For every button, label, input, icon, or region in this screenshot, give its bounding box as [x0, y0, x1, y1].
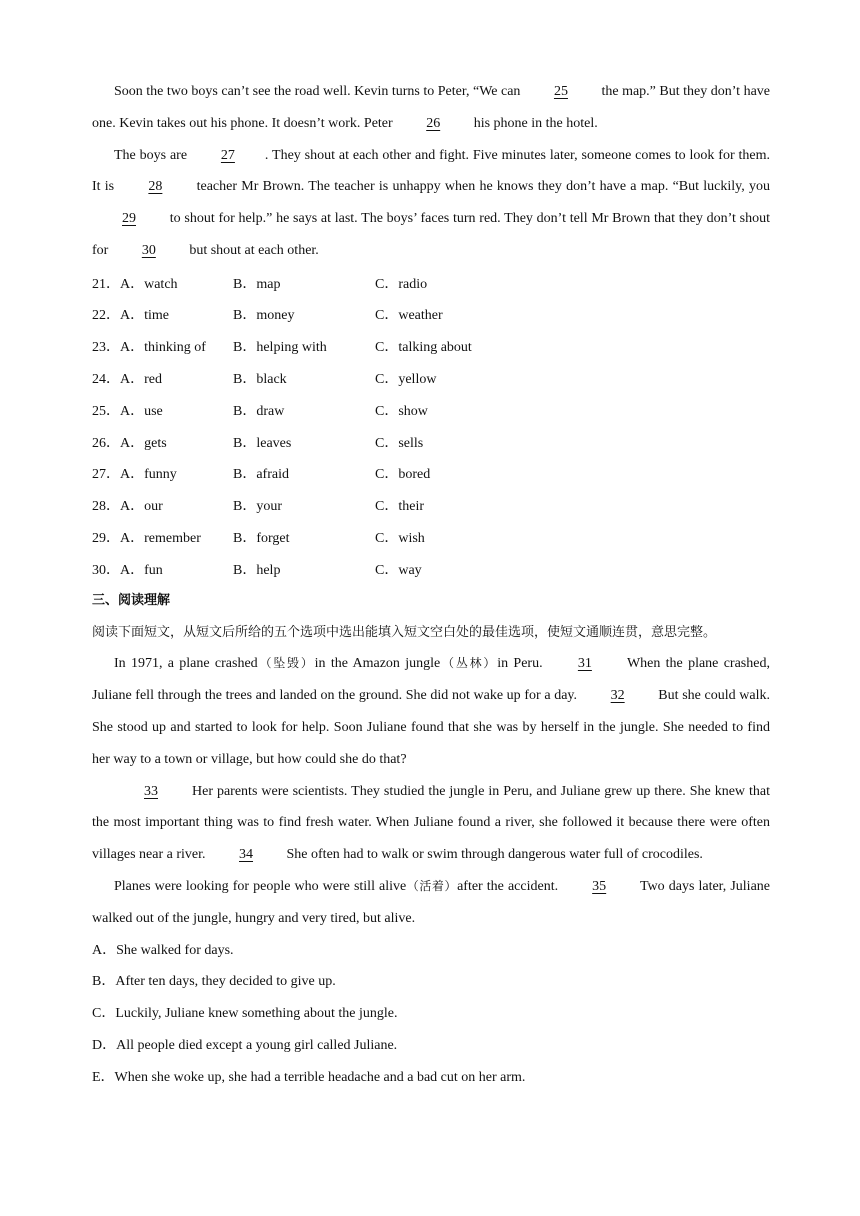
question-row: 23．A．thinking of B．helping with C．talking about [92, 330, 770, 362]
question-row: 30．A．fun B．help C．way [92, 553, 770, 585]
choice-c: C．Luckily, Juliane knew something about the jungle. [92, 1006, 398, 1022]
reading-paragraph-2: 33 Her parents were scientists. They studied the jungle in Peru, and Juliane grew up there. She knew that the most important thing was to find fresh water. When Juliane found a river, she followed it because there were often villages near a river. 34 She often had to walk or swim through dangerous water full of crocodiles. [92, 776, 770, 871]
choice-d: D．All people died except a young girl called Juliane. [92, 1037, 398, 1053]
option-a: A．funny [120, 467, 177, 483]
option-b: B．black [233, 372, 287, 388]
option-b: B．your [233, 499, 282, 515]
option-c: C．way [375, 562, 422, 578]
option-b: B．forget [233, 531, 290, 547]
option-c: C．weather [375, 308, 443, 324]
option-b: B．money [233, 308, 295, 324]
blank-32: 32 [610, 688, 625, 704]
blank-28: 28 [148, 179, 163, 195]
question-row: 27．A．funny B．afraid C．bored [92, 458, 770, 490]
blank-34: 34 [239, 847, 254, 863]
option-c: C．talking about [375, 340, 472, 356]
option-a: A．red [120, 372, 162, 388]
reading-paragraph-3: Planes were looking for people who were still alive（活着）after the accident. 35 Two days later, Juliane walked out of the jungle, hungry and very tired, but alive. [92, 871, 770, 935]
option-c: C．radio [375, 276, 428, 292]
question-row: 22．A．time B．money C．weather [92, 299, 770, 331]
option-a: A．remember [120, 531, 201, 547]
blank-29: 29 [122, 211, 136, 227]
blank-35: 35 [592, 878, 607, 894]
blank-27: 27 [220, 147, 235, 163]
question-options-list [92, 267, 770, 585]
option-a: A．use [120, 403, 163, 419]
option-c: C．sells [375, 435, 424, 451]
option-a: A．fun [120, 562, 163, 578]
option-b: B．afraid [233, 467, 289, 483]
blank-25: 25 [553, 84, 568, 99]
option-b: B．map [233, 276, 281, 292]
question-row: 28．A．our B．your C．their [92, 489, 770, 521]
question-row: 26．A．gets B．leaves C．sells [92, 426, 770, 458]
option-a: A．gets [120, 435, 167, 451]
option-b: B．helping with [233, 340, 327, 356]
option-b: B．draw [233, 403, 285, 419]
blank-30: 30 [141, 242, 156, 258]
option-b: B．help [233, 562, 281, 578]
option-c: C．their [375, 499, 424, 515]
option-c: C．yellow [375, 372, 437, 388]
question-row: 25．A．use B．draw C．show [92, 394, 770, 426]
question-row: 29．A．remember B．forget C．wish [92, 521, 770, 553]
option-c: C．wish [375, 531, 425, 547]
option-a: A．watch [120, 276, 178, 292]
choice-e: E．When she woke up, she had a terrible headache and a bad cut on her arm. [92, 1069, 526, 1085]
cloze-paragraph-2: The boys are 27 . They shout at each other and fight. Five minutes later, someone comes to look for them. It is 28 teacher Mr Brown. The teacher is unhappy when he knows they don’t have a map. “But luckily, you 29 to shout for help.” he says at last. The boys’ faces turn red. They don’t tell Mr Brown that they don’t shout for 30 but shout at each other. [92, 140, 770, 267]
question-row: 21．A．watch B．map C．radio [92, 267, 770, 299]
option-c: C．show [375, 403, 428, 419]
blank-33: 33 [144, 783, 158, 799]
choice-a: A．She walked for days. [92, 942, 234, 958]
option-a: A．our [120, 499, 163, 515]
reading-paragraph-1: In 1971, a plane crashed（坠毁）in the Amazon jungle（丛林）in Peru. 31 When the plane crashed, Juliane fell through the trees and landed on the ground. She did not wake up for a day. 32 But she could walk. She stood up and started to look for help. Soon Juliane found that she was by herself in the jungle. She needed to find her way to a town or village, but how could she do that? [92, 648, 770, 775]
choices-list [92, 935, 770, 1094]
cloze-paragraph-1: Soon the two boys can’t see the road well. Kevin turns to Peter, “We can 25 the map.” But they don’t have one. Kevin takes out his phone. It doesn’t work. Peter 26 his phone in the hotel. [92, 76, 770, 140]
option-c: C．bored [375, 467, 431, 483]
option-a: A．thinking of [120, 340, 206, 356]
choice-b: B．After ten days, they decided to give up. [92, 974, 336, 990]
exam-page [92, 76, 770, 1094]
option-b: B．leaves [233, 435, 292, 451]
section-heading: 三、阅读理解 [92, 592, 171, 608]
blank-31: 31 [577, 656, 592, 672]
blank-26: 26 [426, 115, 441, 131]
section-instruction: 阅读下面短文，从短文后所给的五个选项中选出能填入短文空白处的最佳选项，使短文通顺连贯，意思完整。 [92, 624, 717, 640]
question-row: 24．A．red B．black C．yellow [92, 362, 770, 394]
option-a: A．time [120, 308, 169, 324]
